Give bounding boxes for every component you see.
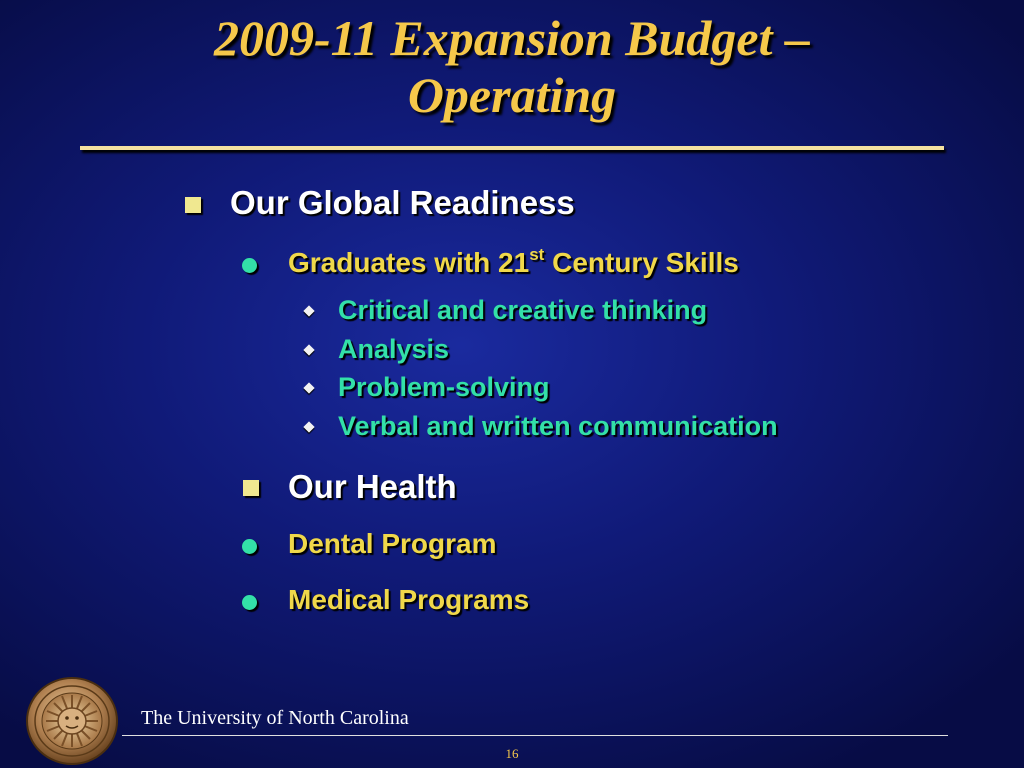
footer-divider [122, 735, 948, 736]
footer-university-name: The University of North Carolina [141, 707, 409, 729]
sub-heading-21st-century-skills [288, 247, 739, 279]
section-heading-health: Our Health [288, 468, 457, 505]
slide-title [0, 10, 1024, 124]
diamond-bullet-icon [303, 421, 314, 432]
title-line-2: Operating [407, 67, 617, 123]
square-bullet-icon [185, 197, 201, 213]
diamond-bullet-icon [303, 305, 314, 316]
section-heading-global-readiness: Our Global Readiness [230, 184, 575, 221]
circle-bullet-icon [242, 595, 257, 610]
square-bullet-icon [243, 480, 259, 496]
skill-item: Critical and creative thinking [338, 295, 708, 325]
circle-bullet-icon [242, 258, 257, 273]
title-underline [80, 146, 944, 150]
skill-item: Problem-solving [338, 372, 550, 402]
circle-bullet-icon [242, 539, 257, 554]
health-item: Medical Programs [288, 584, 530, 615]
diamond-bullet-icon [303, 382, 314, 393]
diamond-bullet-icon [303, 344, 314, 355]
sub-heading-text: Graduates with 21 [288, 247, 530, 278]
health-item: Dental Program [288, 528, 497, 559]
page-number: 16 [505, 746, 519, 761]
title-line-1: 2009-11 Expansion Budget – [214, 10, 810, 66]
skill-item: Verbal and written communication [338, 411, 778, 441]
skill-item: Analysis [338, 334, 450, 364]
sub-heading-superscript: st [529, 245, 545, 264]
sub-heading-text-end: Century Skills [544, 247, 739, 278]
